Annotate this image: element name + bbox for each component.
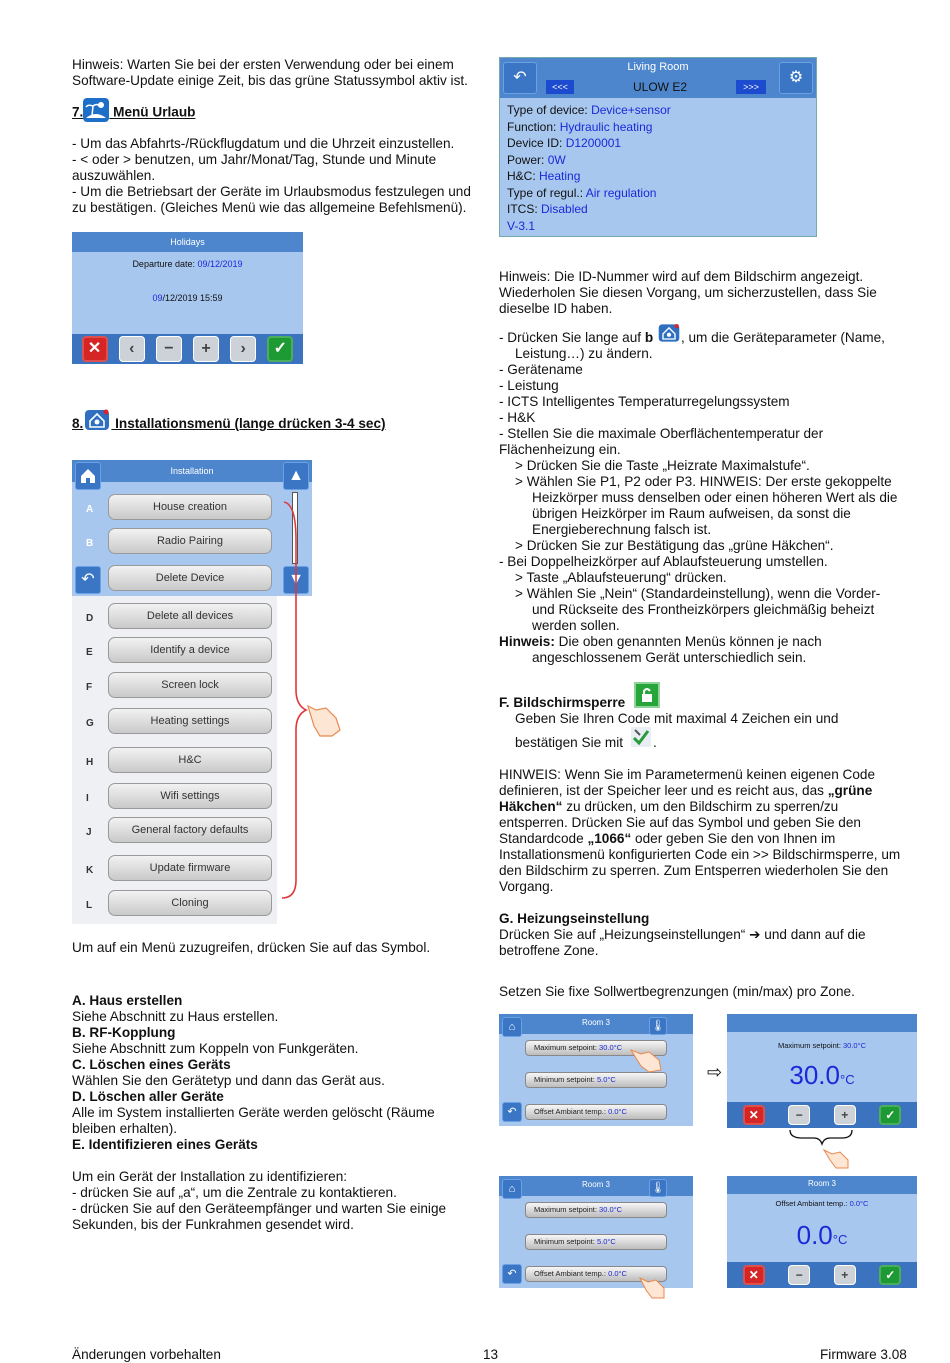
minus-icon[interactable]: − xyxy=(788,1265,810,1285)
access-menu-text: Um auf ein Menü zuzugreifen, drücken Sie auf das Symbol. xyxy=(72,940,431,955)
minus-icon[interactable]: − xyxy=(788,1105,810,1125)
menu-item-wifi-settings[interactable]: Wifi settings xyxy=(108,783,272,809)
menu-item-delete-device[interactable]: Delete Device xyxy=(108,565,272,591)
sub-step-2b: Heizkörper muss denselben oder einen höheren Wert als die übrigen Heizkörper im Raum aufweisen, da sonst die Energieberechnung falsch ist. xyxy=(532,490,898,537)
section-a-title: A. Haus erstellen xyxy=(72,993,183,1008)
back-icon[interactable]: ↶ xyxy=(502,1264,522,1284)
sections-a-e xyxy=(72,993,497,1233)
hint-first-use: Hinweis: Warten Sie bei der ersten Verwendung oder bei einem Software-Update einige Zeit, bis das grüne Statussymbol aktiv ist. xyxy=(72,57,468,88)
menu-letter: L xyxy=(86,900,93,911)
room-1-title: Room 3 xyxy=(499,1014,693,1034)
long-press-b: b xyxy=(644,330,654,345)
offset-value-number: 0.0 xyxy=(796,1220,833,1250)
plus-icon[interactable]: + xyxy=(193,336,219,362)
property-value: Disabled xyxy=(541,202,588,216)
note-d: „1066“ xyxy=(587,831,632,846)
room-screen-2 xyxy=(499,1176,693,1288)
sub-step-2: > Wählen Sie P1, P2 oder P3. HINWEIS: Der erste gekoppelte xyxy=(515,474,892,489)
section-7-number: 7. xyxy=(72,104,84,120)
menu-letter: E xyxy=(86,647,93,658)
sub-step-5: > Wählen Sie „Nein“ (Standardeinstellung), wenn die Vorder- xyxy=(515,586,881,601)
menu-item-delete-all-devices[interactable]: Delete all devices xyxy=(108,603,272,629)
page-number: 13 xyxy=(483,1347,499,1362)
sub-step-5b: und Rückseite des Frontheizkörpers gleichmäßig beheizt werden sollen. xyxy=(532,602,875,633)
note-a: HINWEIS: Wenn Sie im Parametermenü keinen eigenen Code definieren, ist der Speicher leer und es reicht aus, das xyxy=(499,767,876,798)
long-press-d: Leistung…) zu ändern. xyxy=(515,346,653,361)
hint-device-id: Hinweis: Die ID-Nummer wird auf dem Bildschirm angezeigt. Wiederholen Sie diesen Vorgang, um sicherzustellen, dass Sie dieselbe ID haben. xyxy=(499,269,877,316)
time-rest: /12/2019 15:59 xyxy=(162,293,223,303)
back-icon[interactable]: ↶ xyxy=(503,62,537,94)
section-d-body: Alle im System installierten Geräte werden gelöscht (Räume bleiben erhalten). xyxy=(72,1105,435,1136)
max-screen-value xyxy=(727,1060,917,1095)
property-key: Power: xyxy=(507,152,545,167)
long-press-a: - Drücken Sie lange auf xyxy=(499,330,645,345)
holidays-title: Holidays xyxy=(72,232,303,252)
min-setpoint-label: Minimum setpoint: xyxy=(534,1075,595,1084)
cancel-icon[interactable]: ✕ xyxy=(743,1105,765,1125)
offset-label: Offset Ambiant temp.: xyxy=(534,1269,606,1278)
offset-screen-title: Room 3 xyxy=(727,1176,917,1194)
property-value: Air regulation xyxy=(585,185,657,200)
footer-left: Änderungen vorbehalten xyxy=(72,1347,221,1362)
confirm-icon[interactable]: ✓ xyxy=(267,336,293,362)
menu-item-radio-pairing[interactable]: Radio Pairing xyxy=(108,528,272,554)
lock-icon xyxy=(634,682,660,708)
menu-letter: K xyxy=(86,865,94,876)
section-a-body: Siehe Abschnitt zu Haus erstellen. xyxy=(72,1009,279,1024)
section-e-title: E. Identifizieren eines Geräts xyxy=(72,1137,258,1152)
hint-menus-text: Die oben genannten Menüs können je nach xyxy=(554,634,822,649)
home-icon[interactable] xyxy=(75,462,101,490)
menu-item-h-c[interactable]: H&C xyxy=(108,747,272,773)
thermometer-icon[interactable]: 🌡 xyxy=(649,1179,667,1197)
offset-label-text: Offset Ambiant temp.: xyxy=(775,1199,848,1208)
cancel-icon[interactable]: ✕ xyxy=(743,1265,765,1285)
parameter-list: - Gerätename - Leistung - ICTS Intelligentes Temperaturregelungssystem - H&K - Stellen Sie die maximale Oberflächentemperatur der Flächenheizung ein. xyxy=(499,362,824,457)
departure-label: Departure date: xyxy=(132,259,195,269)
max-value-unit: °C xyxy=(840,1072,855,1087)
device-properties xyxy=(507,102,671,218)
device-property-row xyxy=(507,152,671,169)
brace-hand-annotation xyxy=(780,1128,860,1170)
offset-button[interactable] xyxy=(525,1104,667,1120)
min-setpoint-value: 5.0°C xyxy=(596,1075,616,1084)
section-g-body: Drücken Sie auf „Heizungseinstellungen“ ➔ und dann auf die betroffene Zone. xyxy=(499,927,866,958)
section-f-body-2: bestätigen Sie mit xyxy=(515,735,624,750)
long-press-text xyxy=(499,330,919,346)
hint-menus-cont: angeschlossenem Gerät unterschiedlich sein. xyxy=(532,650,807,665)
max-setpoint-screen xyxy=(727,1014,917,1128)
house-gear-icon xyxy=(657,321,681,345)
offset-screen-value xyxy=(727,1220,917,1255)
max-setpoint-button[interactable] xyxy=(525,1202,667,1218)
plus-icon[interactable]: + xyxy=(834,1265,856,1285)
max-setpoint-value: 30.0°C xyxy=(599,1205,623,1214)
time-day: 09 xyxy=(152,293,163,303)
device-screen xyxy=(499,57,817,237)
menu-item-cloning[interactable]: Cloning xyxy=(108,890,272,916)
departure-value: 09/12/2019 xyxy=(197,259,243,269)
section-c-body: Wählen Sie den Gerätetyp und dann das Gerät aus. xyxy=(72,1073,385,1088)
menu-letter: I xyxy=(86,793,89,804)
home-icon[interactable]: ⌂ xyxy=(502,1179,522,1199)
menu-item-heating-settings[interactable]: Heating settings xyxy=(108,708,272,734)
sub-step-3: > Drücken Sie zur Bestätigung das „grüne Häkchen“. xyxy=(515,538,834,553)
prev-device-button[interactable]: <<< xyxy=(546,80,574,94)
property-value: 0W xyxy=(547,152,566,167)
pointing-hand-icon xyxy=(636,1276,672,1302)
menu-item-screen-lock[interactable]: Screen lock xyxy=(108,672,272,698)
property-key: H&C: xyxy=(507,169,536,183)
confirm-icon[interactable]: ✓ xyxy=(879,1105,901,1125)
section-7-body: - Um das Abfahrts-/Rückflugdatum und die Uhrzeit einzustellen. - < oder > benutzen, um Jahr/Monat/Tag, Stunde und Minute auszuwählen. - Um die Betriebsart der Geräte im Urlaubsmodus festzulegen und zu bestätigen. (Gleiches Menü wie das allgemeine Befehlsmenü). xyxy=(72,136,471,215)
hint-menus-label: Hinweis: xyxy=(499,634,555,649)
offset-screen-label xyxy=(727,1196,917,1212)
offset-label: Offset Ambiant temp.: xyxy=(534,1107,606,1116)
menu-letter: D xyxy=(86,613,94,624)
plus-icon[interactable]: + xyxy=(834,1105,856,1125)
long-press-c: , um die Geräteparameter (Name, xyxy=(680,330,885,345)
holidays-screen xyxy=(72,232,303,364)
max-screen-label-value: 30.0°C xyxy=(843,1041,867,1050)
menu-letter: H xyxy=(86,757,94,768)
menu-letter: J xyxy=(86,827,92,838)
section-7-heading xyxy=(72,104,492,122)
offset-label-value: 0.0°C xyxy=(849,1199,869,1208)
house-gear-icon xyxy=(83,408,111,432)
section-7-title: Menü Urlaub xyxy=(109,104,196,120)
back-icon[interactable]: ↶ xyxy=(75,566,101,594)
device-property-row xyxy=(507,201,671,218)
max-screen-label xyxy=(727,1038,917,1054)
offset-value: 0.0°C xyxy=(608,1269,627,1278)
section-8-title: Installationsmenü (lange drücken 3-4 sec) xyxy=(111,416,386,431)
screen-lock-note xyxy=(499,767,919,895)
menu-letter: F xyxy=(86,682,93,693)
thermometer-icon[interactable]: 🌡 xyxy=(649,1017,667,1035)
footer-right: Firmware 3.08 xyxy=(820,1347,907,1362)
min-setpoint-button[interactable] xyxy=(525,1072,667,1088)
min-setpoint-button[interactable] xyxy=(525,1234,667,1250)
property-key: ITCS: xyxy=(507,202,538,216)
pointing-hand-icon xyxy=(627,1044,667,1074)
section-8-number: 8. xyxy=(72,416,84,431)
menu-item-house-creation[interactable]: House creation xyxy=(108,494,272,520)
home-icon[interactable]: ⌂ xyxy=(502,1017,522,1037)
max-setpoint-value: 30.0°C xyxy=(599,1043,623,1052)
device-room: Living Room xyxy=(627,61,689,73)
device-name: ULOW E2 xyxy=(632,80,687,94)
note-c: zu drücken, um den Bildschirm zu sperren/zu entsperren. Drücken Sie auf das Symbol und geben Sie den Standardcode xyxy=(499,799,861,846)
device-property-row xyxy=(507,135,671,152)
property-key: Device ID: xyxy=(507,136,563,150)
offset-value-unit: °C xyxy=(832,1232,848,1247)
room-2-title: Room 3 xyxy=(499,1176,693,1196)
section-g-body-2: Setzen Sie fixe Sollwertbegrenzungen (min/max) pro Zone. xyxy=(499,984,855,999)
next-device-button[interactable]: >>> xyxy=(736,80,766,94)
chevron-left-icon[interactable]: ‹ xyxy=(119,336,145,362)
section-8-heading xyxy=(72,416,492,432)
section-g-title: G. Heizungseinstellung xyxy=(499,911,650,926)
menu-item-identify-a-device[interactable]: Identify a device xyxy=(108,637,272,663)
scroll-down-icon[interactable]: ▼ xyxy=(283,566,309,594)
confirm-icon[interactable]: ✓ xyxy=(879,1265,901,1285)
offset-screen xyxy=(727,1176,917,1288)
max-value-number: 30.0 xyxy=(789,1060,840,1090)
device-property-row xyxy=(507,102,671,119)
property-value: D1200001 xyxy=(565,136,622,150)
offset-value: 0.0°C xyxy=(608,1107,627,1116)
installation-title: Installation xyxy=(170,466,214,476)
min-setpoint-value: 5.0°C xyxy=(596,1237,616,1246)
device-property-row xyxy=(507,185,671,202)
room-screen-1 xyxy=(499,1014,693,1126)
section-b-body: Siehe Abschnitt zum Koppeln von Funkgeräten. xyxy=(72,1041,359,1056)
section-f-title: F. Bildschirmsperre xyxy=(499,695,626,710)
note-b: „grüne Häkchen“ xyxy=(499,783,873,814)
property-key: Type of device: xyxy=(507,103,588,117)
scroll-up-icon[interactable]: ▲ xyxy=(283,462,309,490)
min-setpoint-label: Minimum setpoint: xyxy=(534,1237,595,1246)
property-value: Device+sensor xyxy=(591,103,671,117)
cancel-icon[interactable]: ✕ xyxy=(82,336,108,362)
section-b-title: B. RF-Kopplung xyxy=(72,1025,176,1040)
departure-time[interactable] xyxy=(72,290,303,306)
menu-letter: G xyxy=(86,718,94,729)
section-d-title: D. Löschen aller Geräte xyxy=(72,1089,224,1104)
note-e: oder geben Sie den von Ihnen im Installationsmenü konfigurierten Code ein >> Bildschirmsperre, um den Bildschirm zu sperren. Zum Entsperren wiederholen Sie den Vorgang. xyxy=(499,831,901,894)
back-icon[interactable]: ↶ xyxy=(502,1102,522,1122)
device-property-row xyxy=(507,119,671,136)
chevron-right-icon[interactable]: › xyxy=(230,336,256,362)
menu-letter: A xyxy=(86,504,94,515)
property-value: Hydraulic heating xyxy=(559,119,653,134)
property-value: Heating xyxy=(539,169,581,183)
max-setpoint-label: Maximum setpoint: xyxy=(534,1205,597,1214)
check-icon xyxy=(630,726,652,748)
max-setpoint-label: Maximum setpoint: xyxy=(534,1043,597,1052)
minus-icon[interactable]: − xyxy=(156,336,182,362)
menu-letter: B xyxy=(86,538,94,549)
max-screen-label-text: Maximum setpoint: xyxy=(777,1041,841,1050)
sub-step-4: > Taste „Ablaufsteuerung“ drücken. xyxy=(515,570,727,585)
section-c-title: C. Löschen eines Geräts xyxy=(72,1057,231,1072)
property-key: Function: xyxy=(507,119,557,134)
property-key: Type of regul.: xyxy=(507,185,584,200)
section-e-body: Um ein Gerät der Installation zu identifizieren: - drücken Sie auf „a“, um die Zentrale zu kontaktieren. - drücken Sie auf den Geräteempfänger und warten Sie einige Sekunden, bis der Funkrahmen gesendet wird. xyxy=(72,1169,447,1232)
hint-menus xyxy=(499,634,822,650)
sub-step-1: > Drücken Sie die Taste „Heizrate Maximalstufe“. xyxy=(515,458,810,473)
double-radiator-text: - Bei Doppelheizkörper auf Ablaufsteuerung umstellen. xyxy=(499,554,828,569)
device-property-row xyxy=(507,168,671,185)
section-f-body-1: Geben Sie Ihren Code mit maximal 4 Zeichen ein und xyxy=(515,711,839,726)
section-f-dot: . xyxy=(653,735,657,750)
pointing-hand-icon xyxy=(308,706,340,736)
settings-gear-icon[interactable]: ⚙ xyxy=(779,62,813,94)
device-version: V-3.1 xyxy=(507,219,536,233)
departure-row xyxy=(72,256,303,272)
bracket-annotation xyxy=(270,500,350,900)
menu-item-general-factory-defaults[interactable]: General factory defaults xyxy=(108,817,272,843)
arrow-right-icon: ⇨ xyxy=(707,1062,723,1082)
menu-item-update-firmware[interactable]: Update firmware xyxy=(108,855,272,881)
holiday-icon xyxy=(83,98,109,122)
